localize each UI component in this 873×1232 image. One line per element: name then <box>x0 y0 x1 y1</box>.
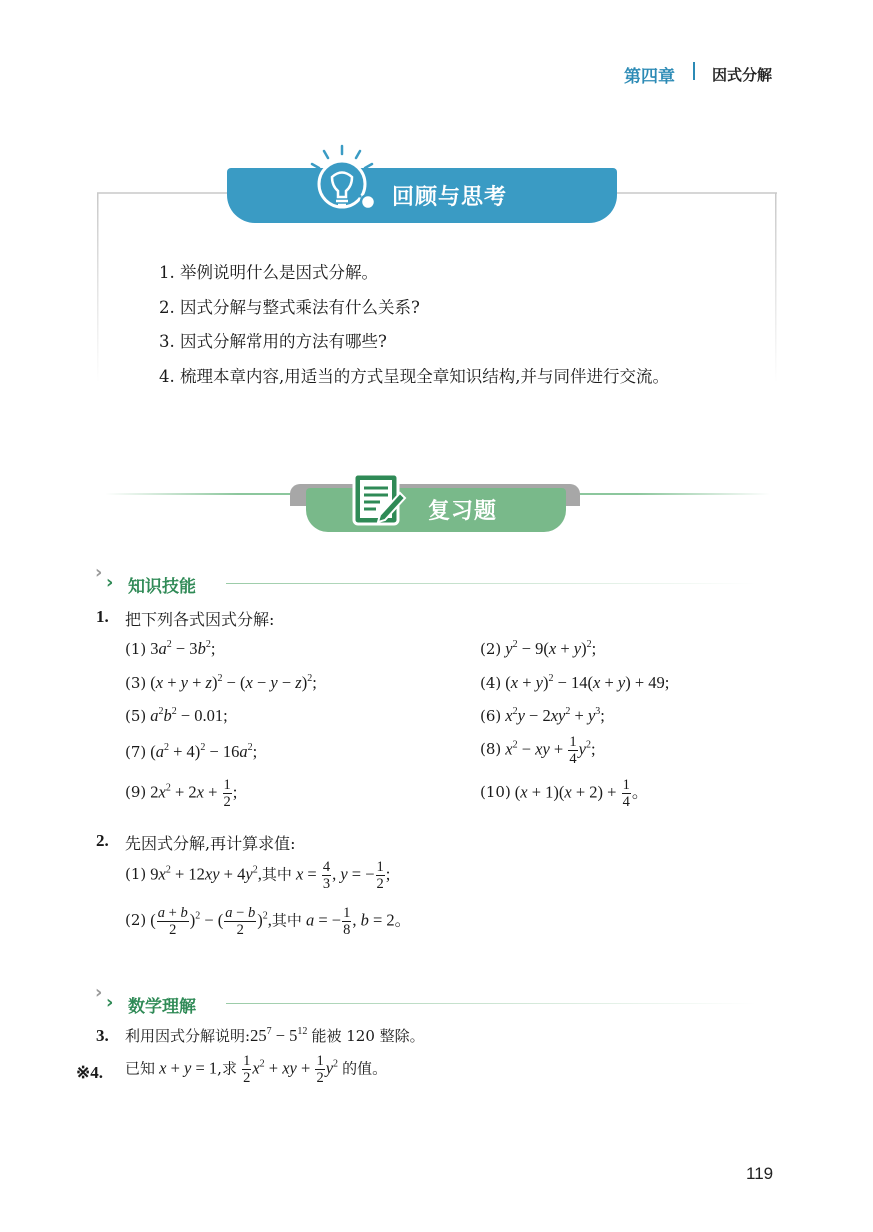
section-rule <box>226 583 756 584</box>
exercise-item: (3) $(x + y + z)^2 - (x - y - z)^2$; <box>125 673 317 692</box>
exercise-item: (9) $2x^2 + 2x$ + $\frac{1}{2}$ ; <box>125 777 238 810</box>
exercise-item: (2) $y^2 - 9(x + y)^2$; <box>480 639 597 658</box>
problem-number: 1. <box>96 607 109 626</box>
chevron-right-icon: › <box>95 982 103 1003</box>
section-knowledge: 知识技能 <box>128 577 196 597</box>
exercise-item: (4) $(x + y)^2 - 14(x + y) + 49$; <box>480 673 670 692</box>
exercise-title: 复习题 <box>428 499 498 524</box>
review-title: 回顾与思考 <box>392 185 508 210</box>
exercise-item: (10) (x + 1)(x + 2) + $\frac{1}{4}$ 。 <box>480 777 649 810</box>
chevron-right-icon: › <box>106 572 114 593</box>
problem-number: 2. <box>96 831 109 850</box>
section-understanding: 数学理解 <box>128 997 196 1017</box>
chevron-right-icon: › <box>106 992 114 1013</box>
page-number: 119 <box>746 1164 774 1183</box>
problem-text: 利用因式分解说明$:25^7 - 5^{12}$ 能被 120 整除。 <box>125 1026 425 1045</box>
notepad-icon <box>350 470 410 530</box>
problem-number: 3. <box>96 1026 109 1045</box>
chevron-right-icon: › <box>95 562 103 583</box>
review-question-2: 2. 因式分解与整式乘法有什么关系? <box>159 298 420 317</box>
exercise-item: (1) $9x^2 + 12xy + 4y^2$,其中 x = $\frac{4}{3}$ , y = − $\frac{1}{2}$ ; <box>125 859 391 892</box>
problem-text: 把下列各式因式分解: <box>125 610 275 629</box>
problem-text: 先因式分解,再计算求值: <box>125 834 296 853</box>
exercise-item: (2) ( $\frac{a + b}{2}$ )$^2$ − ( $\frac{a - b}{2}$ )$^2$,其中 a = − $\frac{1}{8}$ , b = 2。 <box>125 905 412 938</box>
exercise-item: (8) $x^2$ − xy + $\frac{1}{4}$ $y^2$; <box>480 734 596 767</box>
problem-text: 已知 x + y = 1,求 $\frac{1}{2}$ $x^2$ + xy + $\frac{1}{2}$ $y^2$ 的值。 <box>125 1053 388 1086</box>
review-question-4: 4. 梳理本章内容,用适当的方式呈现全章知识结构,并与同伴进行交流。 <box>159 367 669 386</box>
exercise-item: (5) $a^2b^2 - 0.01$; <box>125 706 228 725</box>
review-question-1: 1. 举例说明什么是因式分解。 <box>159 263 378 282</box>
header-divider <box>693 62 695 80</box>
exercise-item: (7) $(a^2 + 4)^2 - 16a^2$; <box>125 742 258 761</box>
review-question-3: 3. 因式分解常用的方法有哪些? <box>159 332 387 351</box>
chapter-topic: 因式分解 <box>712 66 773 84</box>
exercise-item: (1) $3a^2 - 3b^2$; <box>125 639 216 658</box>
exercise-item: (6) $x^2y - 2xy^2 + y^3$; <box>480 706 605 725</box>
chapter-label: 第四章 <box>624 67 675 87</box>
lightbulb-icon <box>302 142 382 222</box>
problem-number: ※4. <box>76 1063 103 1082</box>
section-rule <box>226 1003 756 1004</box>
